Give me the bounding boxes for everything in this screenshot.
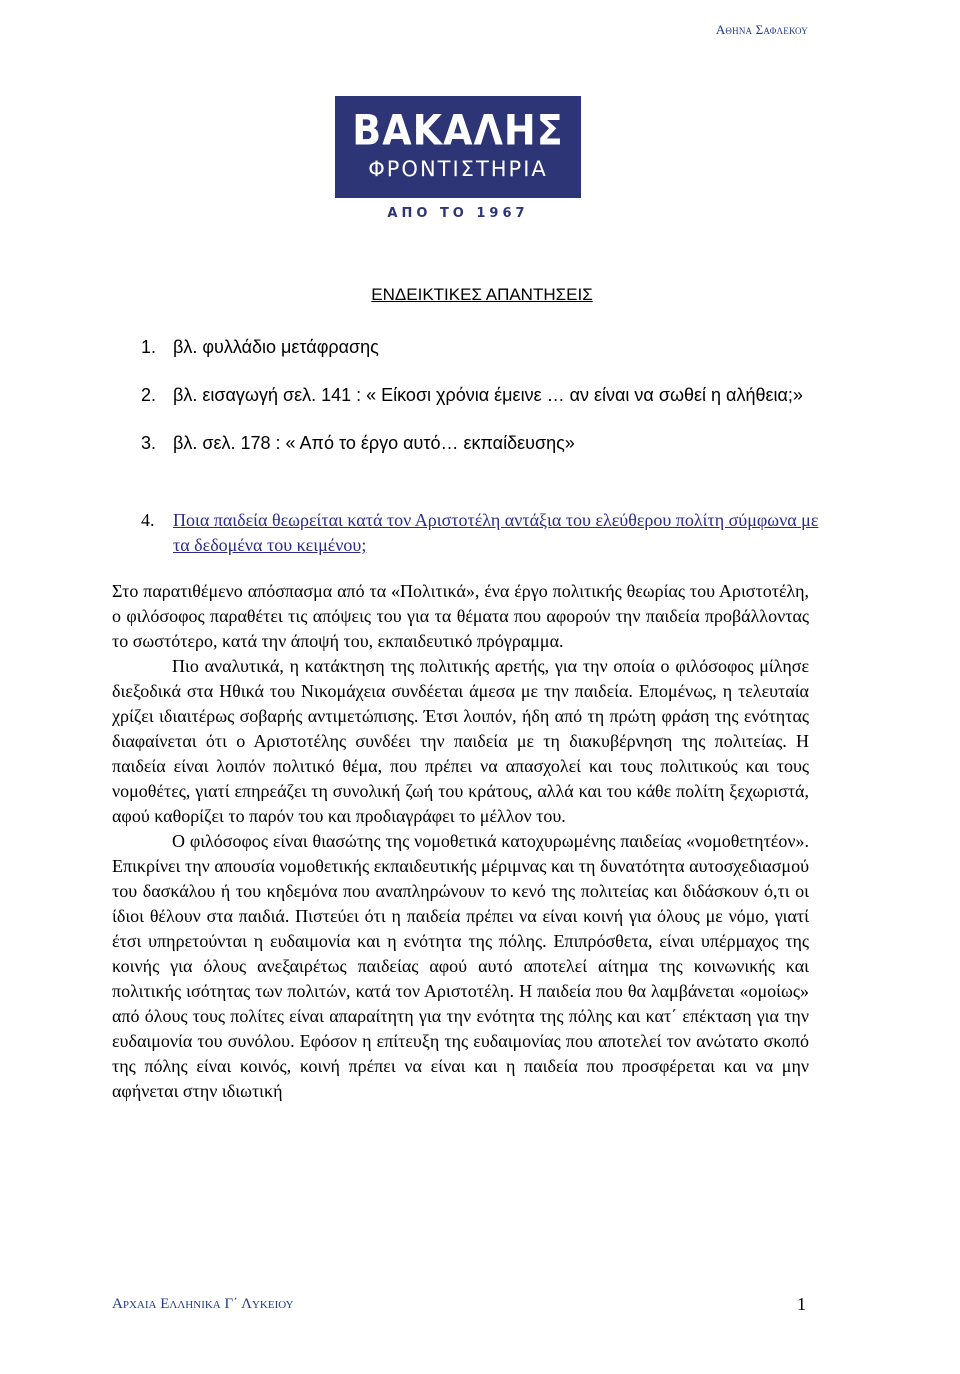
- question-number: 4.: [141, 510, 155, 530]
- question-4: [141, 508, 821, 558]
- answer-paragraph-2: Πιο αναλυτικά, η κατάκτηση της πολιτικής αρετής, για την οποία ο φιλόσοφος μίλησε διεξοδικά στα Ηθικά του Νικομάχεια συνδέεται άμεσα με την παιδεία. Επομένως, η τελευταία χρίζει ιδιαιτέρως σοβαρής αντιμετώπισης. Έτσι λοιπόν, ήδη από τη πρώτη φράση της ενότητας διαφαίνεται ότι ο Αριστοτέλης συνδέει την παιδεία με τη διακυβέρνηση της πολιτείας. Η παιδεία είναι λοιπόν πολιτικό θέμα, που πρέπει να απασχολεί και τους πολιτικούς και τους νομοθέτες, γιατί επηρεάζει τη συνολική ζωή του κράτους, αλλά και του κάθε πολίτη ξεχωριστά, αφού καθορίζει το παρόν του και προδιαγράφει το μέλλον του.: [112, 656, 809, 826]
- logo-name: ΒΑΚΑΛΗΣ: [352, 105, 564, 155]
- page-number: 1: [797, 1294, 806, 1314]
- answer-paragraph-1: Στο παρατιθέμενο απόσπασμα από τα «Πολιτικά», ένα έργο πολιτικής θεωρίας του Αριστοτέλη, ο φιλόσοφος παραθέτει τις απόψεις του για τα θέματα που αφορούν την παιδεία προβάλλοντας το σωστότερο, κατά την άποψή του, εκπαιδευτικό πρόγραμμα.: [112, 581, 809, 651]
- answer-body: [112, 579, 809, 1104]
- logo-box: [335, 96, 581, 198]
- school-logo: [335, 96, 581, 226]
- question-text: Ποια παιδεία θεωρείται κατά τον Αριστοτέλη αντάξια του ελεύθερου πολίτη σύμφωνα με τα δεδομένα του κειμένου;: [173, 510, 819, 555]
- item-number: 1.: [141, 337, 157, 357]
- item-text: βλ. εισαγωγή σελ. 141 : « Είκοσι χρόνια έμεινε … αν είναι να σωθεί η αλήθεια;»: [173, 385, 803, 405]
- list-item: [141, 382, 821, 408]
- answer-list: [141, 334, 821, 478]
- item-text: βλ. φυλλάδιο μετάφρασης: [173, 337, 379, 357]
- course-footer: Αρχαια Ελληνικα Γ΄ Λυκειου: [112, 1296, 294, 1312]
- item-number: 2.: [141, 385, 157, 405]
- author-header: Αθηνα Σαφλεκου: [715, 22, 808, 37]
- list-item: [141, 430, 821, 456]
- page-title: ΕΝΔΕΙΚΤΙΚΕΣ ΑΠΑΝΤΗΣΕΙΣ: [371, 285, 593, 304]
- item-text: βλ. σελ. 178 : « Από το έργο αυτό… εκπαίδευσης»: [173, 433, 575, 453]
- answer-paragraph-3: Ο φιλόσοφος είναι θιασώτης της νομοθετικά κατοχυρωμένης παιδείας «νομοθετητέον». Επικρίνει την απουσία νομοθετικής εκπαιδευτικής μέριμνας και τη δυνατότητα αυτοσχεδιασμού του δασκάλου ή του κηδεμόνα που αναπληρώνουν το κενό της πολιτείας και διδάσκουν ό,τι οι ίδιοι θέλουν στα παιδιά. Πιστεύει ότι η παιδεία πρέπει να είναι κοινή για όλους με νόμο, γιατί έτσι υπηρετούνται η ευδαιμονία και η ενότητα της πόλης. Επιπρόσθετα, είναι υπέρμαχος της κοινής για όλους ανεξαιρέτως παιδείας αφού αυτό αποτελεί αίτημα της κοινωνικής και πολιτικής ισότητας των πολιτών, κατά τον Αριστοτέλη. Η παιδεία που θα λαμβάνεται «ομοίως» από όλους τους πολίτες είναι απαραίτητη για την ενότητα της πόλης και κατ΄ επέκταση για την ευδαιμονία του συνόλου. Εφόσον η επίτευξη της ευδαιμονίας που αποτελεί τον ανώτατο σκοπό της πόλης είναι κοινός, κοινή πρέπει να είναι και η παιδεία που προσφέρεται και να μην αφήνεται στην ιδιωτική: [112, 831, 809, 1101]
- logo-since: ΑΠΟ ΤΟ 1967: [387, 206, 529, 221]
- logo-subtitle: ΦΡΟΝΤΙΣΤΗΡΙΑ: [368, 157, 548, 181]
- list-item: [141, 334, 821, 360]
- item-number: 3.: [141, 433, 157, 453]
